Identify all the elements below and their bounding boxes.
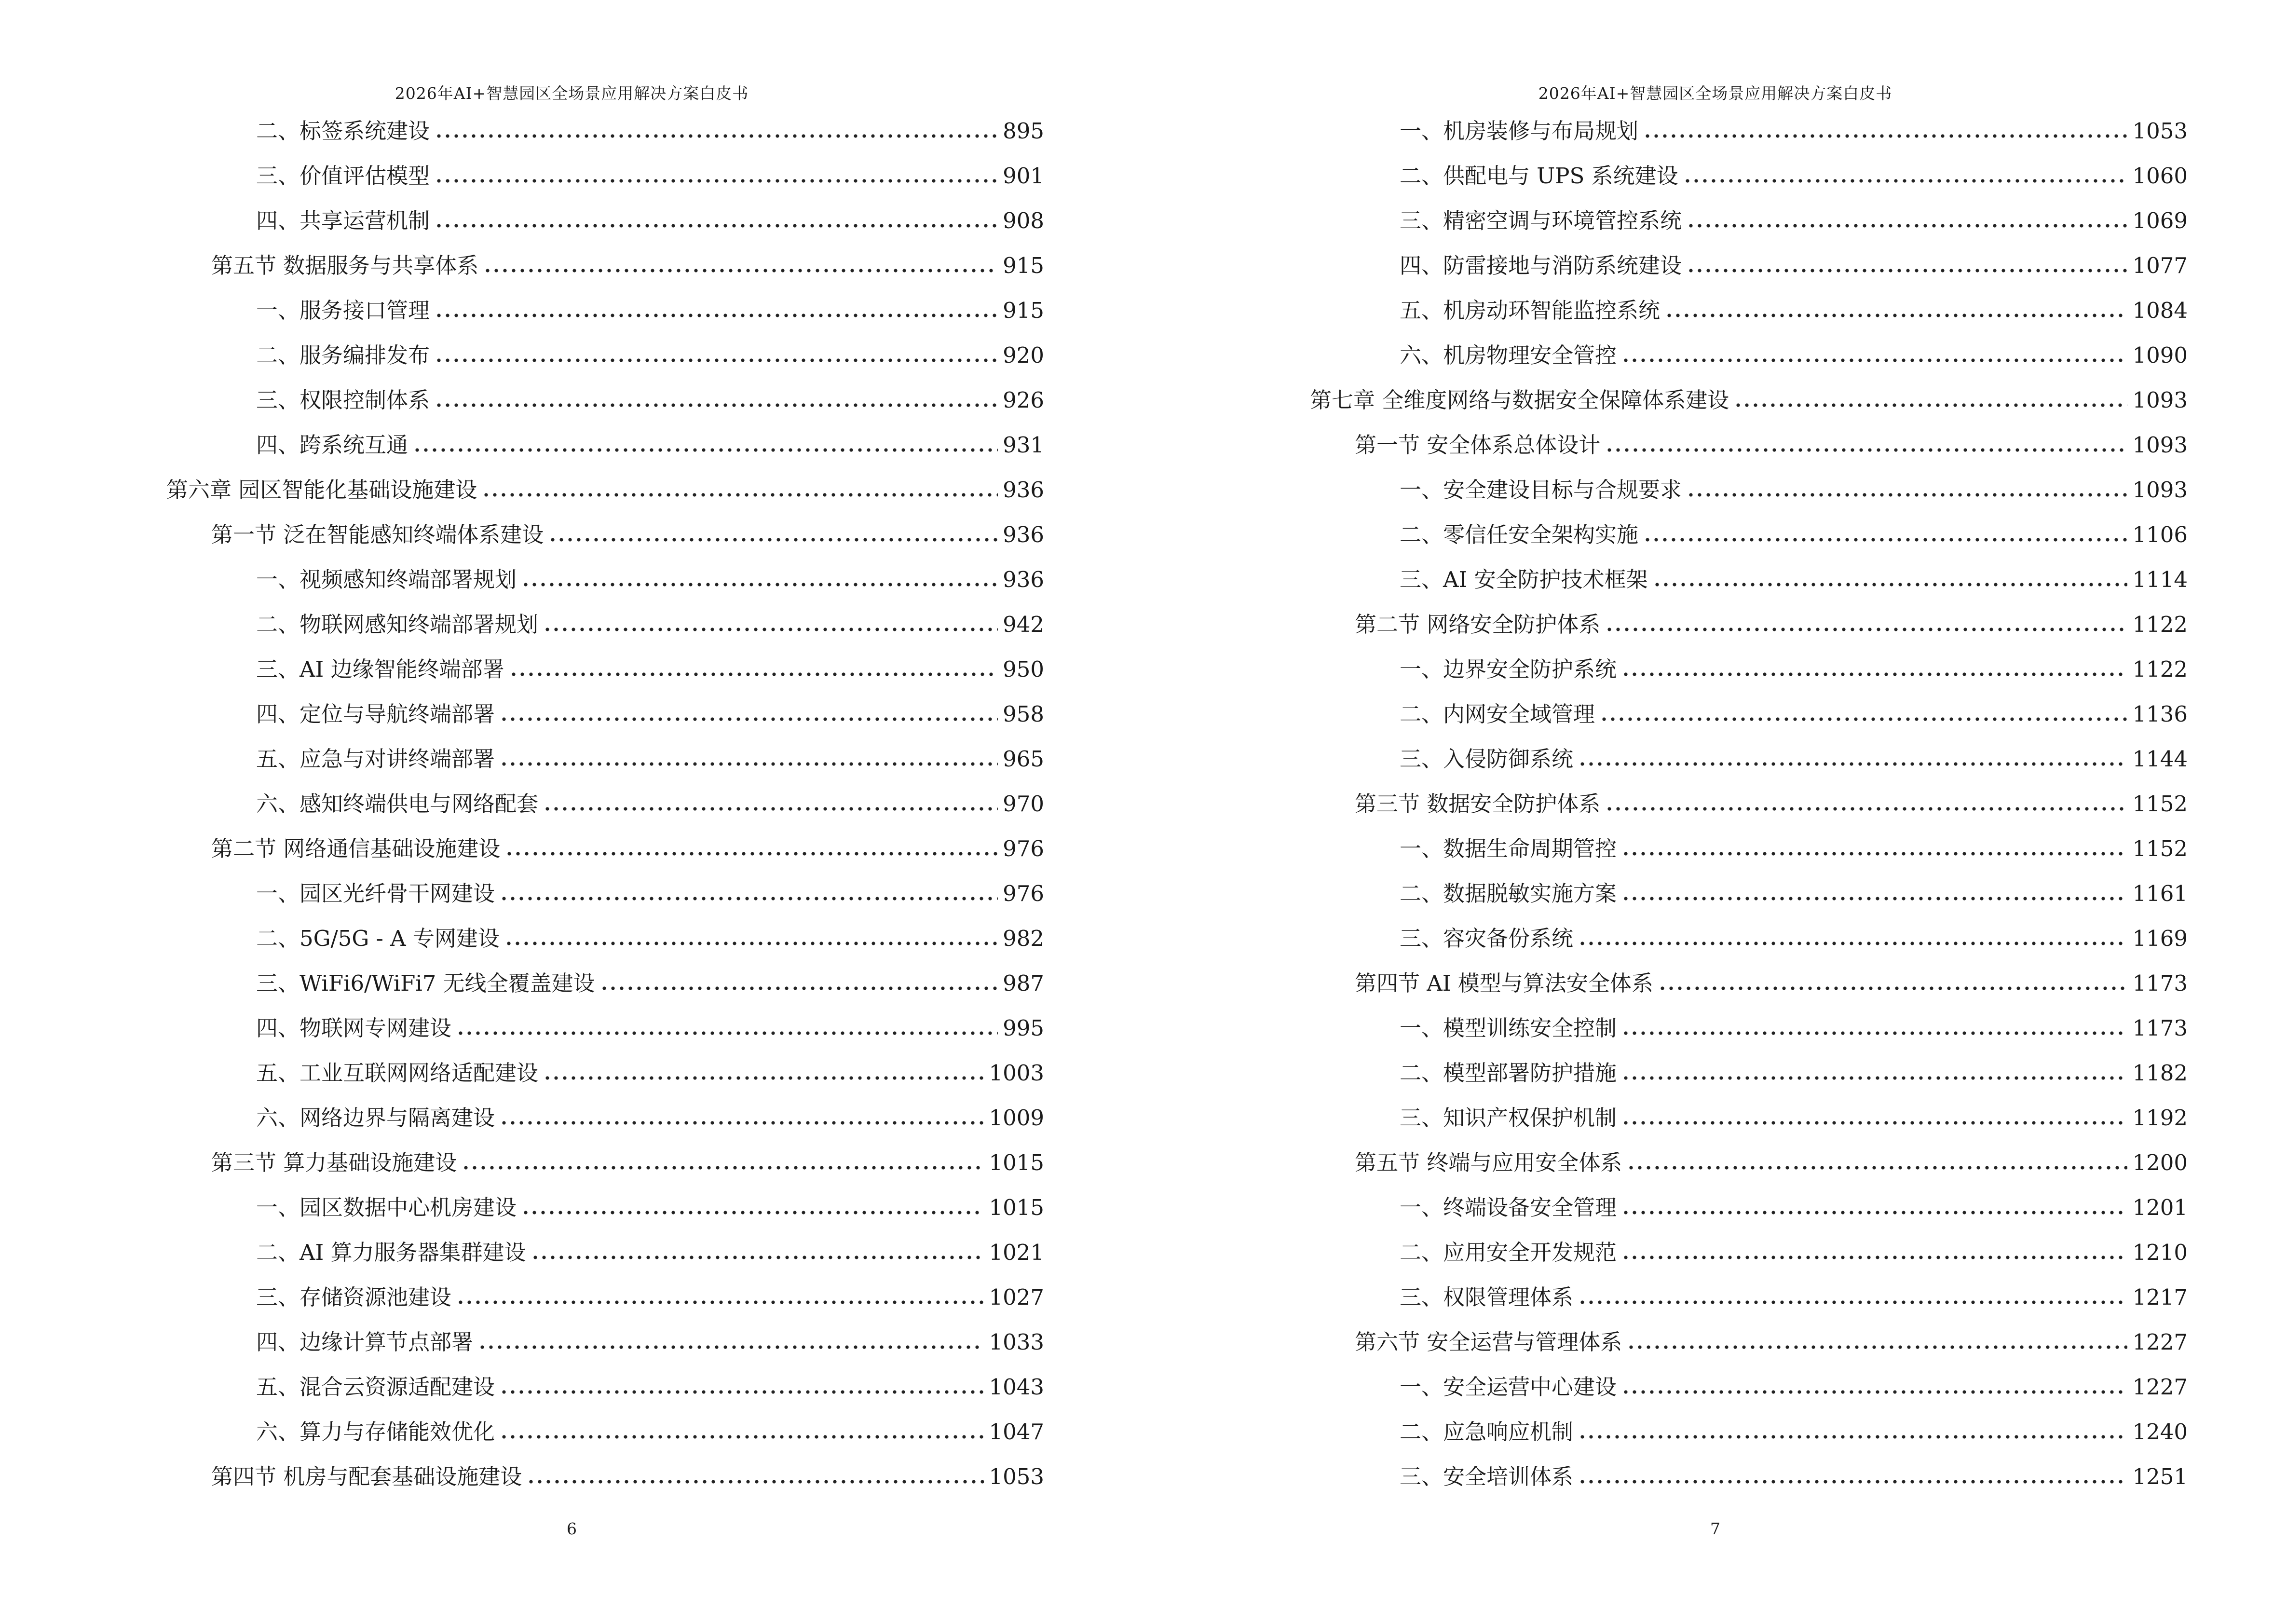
toc-entry[interactable] bbox=[1400, 1418, 2188, 1447]
toc-entry-page: 915 bbox=[1003, 298, 1044, 323]
toc-entry-title: 第三节 数据安全防护体系 bbox=[1355, 791, 1601, 817]
toc-entry-page: 895 bbox=[1003, 118, 1044, 144]
toc-entry-page: 1077 bbox=[2132, 253, 2188, 278]
toc-entry-title: 三、权限管理体系 bbox=[1400, 1284, 1574, 1310]
toc-entry-title: 第一节 泛在智能感知终端体系建设 bbox=[211, 522, 544, 547]
toc-entry[interactable] bbox=[1400, 1373, 2188, 1402]
toc-entry-page: 936 bbox=[1003, 522, 1044, 547]
page-number: 6 bbox=[567, 1519, 577, 1538]
toc-entry-page: 1084 bbox=[2132, 298, 2188, 323]
dot-leader bbox=[435, 403, 998, 408]
toc-entry-page: 1173 bbox=[2132, 1015, 2188, 1041]
toc-entry-page: 982 bbox=[1003, 926, 1044, 951]
toc-entry-title: 第五节 终端与应用安全体系 bbox=[1355, 1150, 1622, 1175]
toc-entry[interactable] bbox=[211, 834, 1044, 863]
toc-entry[interactable] bbox=[256, 610, 1044, 639]
toc-entry-page: 1144 bbox=[2132, 746, 2188, 772]
dot-leader bbox=[435, 134, 998, 138]
toc-entry[interactable] bbox=[256, 700, 1044, 729]
toc-entry[interactable] bbox=[211, 251, 1044, 280]
toc-entry[interactable] bbox=[211, 1148, 1044, 1177]
dot-leader bbox=[1621, 1120, 2127, 1125]
toc-entry-title: 第四节 AI 模型与算法安全体系 bbox=[1355, 970, 1653, 996]
toc-entry[interactable] bbox=[256, 924, 1044, 953]
toc-entry[interactable] bbox=[1400, 1238, 2188, 1267]
toc-entry-page: 926 bbox=[1003, 387, 1044, 413]
toc-entry-title: 一、园区数据中心机房建设 bbox=[256, 1195, 517, 1220]
toc-entry[interactable] bbox=[256, 1328, 1044, 1357]
toc-entry[interactable] bbox=[1400, 834, 2188, 863]
dot-leader bbox=[482, 492, 998, 497]
toc-entry[interactable] bbox=[1400, 700, 2188, 729]
dot-leader bbox=[1687, 492, 2127, 497]
dot-leader bbox=[531, 1255, 984, 1260]
toc-entry-title: 三、WiFi6/WiFi7 无线全覆盖建设 bbox=[256, 970, 595, 996]
toc-entry[interactable] bbox=[211, 520, 1044, 549]
toc-entry-page: 1240 bbox=[2132, 1419, 2188, 1445]
toc-entry-page: 1227 bbox=[2132, 1374, 2188, 1400]
dot-leader bbox=[435, 313, 998, 318]
toc-entry[interactable] bbox=[256, 1418, 1044, 1447]
toc-entry-page: 1043 bbox=[989, 1374, 1044, 1400]
dot-leader bbox=[456, 1031, 998, 1036]
toc-entry-page: 1033 bbox=[989, 1329, 1044, 1355]
dot-leader bbox=[521, 582, 998, 587]
toc-entry-title: 二、服务编排发布 bbox=[256, 342, 430, 368]
toc-entry-page: 1069 bbox=[2132, 208, 2188, 233]
dot-leader bbox=[1605, 448, 2127, 452]
page-right bbox=[1144, 0, 2287, 1624]
toc-entry-title: 四、物联网专网建设 bbox=[256, 1015, 452, 1041]
dot-leader bbox=[1621, 1255, 2127, 1260]
toc-entry[interactable] bbox=[1400, 1193, 2188, 1222]
running-header: 2026年AI+智慧园区全场景应用解决方案白皮书 bbox=[1538, 84, 1892, 103]
dot-leader bbox=[435, 358, 998, 363]
toc-entry[interactable] bbox=[1400, 162, 2188, 191]
dot-leader bbox=[1621, 851, 2127, 856]
toc-entry-title: 第一节 安全体系总体设计 bbox=[1355, 432, 1601, 458]
dot-leader bbox=[1578, 1479, 2127, 1484]
toc-entry-page: 1227 bbox=[2132, 1329, 2188, 1355]
dot-leader bbox=[1643, 537, 2127, 542]
toc-entry-title: 六、机房物理安全管控 bbox=[1400, 342, 1617, 368]
toc-entry-title: 第七章 全维度网络与数据安全保障体系建设 bbox=[1310, 387, 1729, 413]
dot-leader bbox=[1621, 358, 2127, 363]
dot-leader bbox=[1578, 1300, 2127, 1305]
toc-entry-title: 二、零信任安全架构实施 bbox=[1400, 522, 1639, 547]
toc-entry-title: 三、AI 安全防护技术框架 bbox=[1400, 567, 1648, 592]
toc-entry-page: 920 bbox=[1003, 342, 1044, 368]
dot-leader bbox=[543, 806, 998, 811]
dot-leader bbox=[505, 851, 998, 856]
dot-leader bbox=[1665, 313, 2127, 318]
toc-entry-title: 第三节 算力基础设施建设 bbox=[211, 1150, 457, 1175]
toc-entry-title: 第六章 园区智能化基础设施建设 bbox=[166, 477, 477, 503]
toc-entry-page: 936 bbox=[1003, 477, 1044, 503]
toc-entry-title: 四、跨系统互通 bbox=[256, 432, 408, 458]
toc-entry[interactable] bbox=[1400, 476, 2188, 505]
dot-leader bbox=[509, 672, 998, 677]
toc-entry-title: 六、网络边界与隔离建设 bbox=[256, 1105, 495, 1131]
toc-entry-title: 一、安全建设目标与合规要求 bbox=[1400, 477, 1682, 503]
toc-entry[interactable] bbox=[256, 1373, 1044, 1402]
toc-entry-page: 1021 bbox=[989, 1240, 1044, 1265]
dot-leader bbox=[462, 1165, 984, 1170]
dot-leader bbox=[600, 986, 998, 991]
toc-entry[interactable] bbox=[256, 1283, 1044, 1312]
toc-entry[interactable] bbox=[1400, 655, 2188, 684]
toc-entry-title: 五、混合云资源适配建设 bbox=[256, 1374, 495, 1400]
toc-entry-title: 二、供配电与 UPS 系统建设 bbox=[1400, 163, 1678, 189]
dot-leader bbox=[478, 1345, 984, 1350]
toc-entry[interactable] bbox=[1310, 386, 2188, 415]
toc-entry[interactable] bbox=[1400, 520, 2188, 549]
dot-leader bbox=[543, 1076, 984, 1080]
toc-entry[interactable] bbox=[256, 206, 1044, 235]
toc-entry-page: 1015 bbox=[989, 1195, 1044, 1220]
toc-entry-page: 1015 bbox=[989, 1150, 1044, 1175]
dot-leader bbox=[413, 448, 998, 452]
toc-entry-page: 1200 bbox=[2132, 1150, 2188, 1175]
toc-entry-title: 四、定位与导航终端部署 bbox=[256, 701, 495, 727]
toc-entry-page: 958 bbox=[1003, 701, 1044, 727]
dot-leader bbox=[1627, 1165, 2127, 1170]
toc-entry[interactable] bbox=[256, 879, 1044, 908]
dot-leader bbox=[504, 941, 998, 946]
toc-entry[interactable] bbox=[1400, 1462, 2188, 1491]
toc-entry-title: 六、感知终端供电与网络配套 bbox=[256, 791, 539, 817]
toc-entry-title: 二、模型部署防护措施 bbox=[1400, 1060, 1617, 1086]
toc-entry[interactable] bbox=[1355, 1148, 2188, 1177]
toc-entry-title: 二、5G/5G - A 专网建设 bbox=[256, 926, 500, 951]
page-number: 7 bbox=[1710, 1519, 1720, 1538]
toc-entry-title: 三、知识产权保护机制 bbox=[1400, 1105, 1617, 1131]
toc-entry-title: 六、算力与存储能效优化 bbox=[256, 1419, 495, 1445]
dot-leader bbox=[435, 178, 998, 183]
toc-entry[interactable] bbox=[1400, 296, 2188, 325]
toc-entry-title: 一、边界安全防护系统 bbox=[1400, 656, 1617, 682]
dot-leader bbox=[1683, 178, 2128, 183]
dot-leader bbox=[1627, 1345, 2127, 1350]
toc-entry-page: 1182 bbox=[2132, 1060, 2188, 1086]
toc-entry-title: 一、数据生命周期管控 bbox=[1400, 836, 1617, 861]
dot-leader bbox=[483, 268, 998, 273]
dot-leader bbox=[1687, 223, 2127, 228]
toc-entry-page: 1027 bbox=[989, 1284, 1044, 1310]
toc-entry[interactable] bbox=[1400, 1059, 2188, 1088]
toc-entry-title: 一、服务接口管理 bbox=[256, 298, 430, 323]
toc-entry[interactable] bbox=[1355, 969, 2188, 998]
toc-entry-page: 1210 bbox=[2132, 1240, 2188, 1265]
dot-leader bbox=[500, 762, 998, 766]
toc-entry-page: 1152 bbox=[2132, 836, 2188, 861]
toc-entry-page: 1169 bbox=[2132, 926, 2188, 951]
toc-entry[interactable] bbox=[1400, 341, 2188, 370]
toc-entry[interactable] bbox=[256, 1193, 1044, 1222]
toc-entry-page: 970 bbox=[1003, 791, 1044, 817]
toc-entry-page: 1122 bbox=[2132, 612, 2188, 637]
toc-entry[interactable] bbox=[1400, 879, 2188, 908]
dot-leader bbox=[456, 1300, 984, 1305]
toc-entry-page: 1251 bbox=[2132, 1464, 2188, 1489]
dot-leader bbox=[1734, 403, 2127, 408]
toc-entry-title: 四、共享运营机制 bbox=[256, 208, 430, 233]
dot-leader bbox=[1687, 268, 2127, 273]
toc-entry-page: 976 bbox=[1003, 881, 1044, 906]
toc-entry-page: 965 bbox=[1003, 746, 1044, 772]
toc-entry-page: 1009 bbox=[989, 1105, 1044, 1131]
toc-entry-page: 995 bbox=[1003, 1015, 1044, 1041]
dot-leader bbox=[1621, 1210, 2127, 1215]
toc-entry[interactable] bbox=[1355, 1328, 2188, 1357]
toc-entry[interactable] bbox=[1400, 251, 2188, 280]
dot-leader bbox=[500, 717, 998, 722]
toc-entry-title: 三、存储资源池建设 bbox=[256, 1284, 452, 1310]
dot-leader bbox=[1621, 896, 2127, 901]
toc-entry[interactable] bbox=[1400, 1283, 2188, 1312]
dot-leader bbox=[521, 1210, 984, 1215]
dot-leader bbox=[527, 1479, 984, 1484]
dot-leader bbox=[500, 1390, 984, 1394]
toc-entry-title: 二、物联网感知终端部署规划 bbox=[256, 612, 539, 637]
toc-entry-title: 三、精密空调与环境管控系统 bbox=[1400, 208, 1682, 233]
toc-entry-page: 987 bbox=[1003, 970, 1044, 996]
toc-entry[interactable] bbox=[1400, 206, 2188, 235]
toc-entry-page: 1217 bbox=[2132, 1284, 2188, 1310]
toc-entry[interactable] bbox=[1400, 745, 2188, 774]
toc-entry-page: 1053 bbox=[2132, 118, 2188, 144]
toc-entry-page: 1053 bbox=[989, 1464, 1044, 1489]
toc-entry-page: 908 bbox=[1003, 208, 1044, 233]
toc-entry-page: 1093 bbox=[2132, 387, 2188, 413]
dot-leader bbox=[1600, 717, 2127, 722]
dot-leader bbox=[500, 1120, 984, 1125]
toc-entry-page: 1122 bbox=[2132, 656, 2188, 682]
dot-leader bbox=[1605, 627, 2127, 632]
toc-entry-page: 942 bbox=[1003, 612, 1044, 637]
toc-entry[interactable] bbox=[256, 1059, 1044, 1088]
toc-entry[interactable] bbox=[256, 1014, 1044, 1043]
dot-leader bbox=[1643, 134, 2127, 138]
toc-entry-page: 1161 bbox=[2132, 881, 2188, 906]
toc-entry-title: 第二节 网络通信基础设施建设 bbox=[211, 836, 501, 861]
toc-entry[interactable] bbox=[256, 341, 1044, 370]
toc-entry[interactable] bbox=[256, 790, 1044, 819]
toc-entry-page: 1047 bbox=[989, 1419, 1044, 1445]
toc-entry-page: 1090 bbox=[2132, 342, 2188, 368]
toc-entry-title: 第五节 数据服务与共享体系 bbox=[211, 253, 479, 278]
dot-leader bbox=[1621, 1076, 2127, 1080]
toc-entry-page: 901 bbox=[1003, 163, 1044, 189]
toc-entry-title: 第二节 网络安全防护体系 bbox=[1355, 612, 1601, 637]
toc-entry-title: 二、内网安全域管理 bbox=[1400, 701, 1595, 727]
toc-entry[interactable] bbox=[1400, 1104, 2188, 1133]
toc-entry[interactable] bbox=[166, 476, 1044, 505]
toc-entry-page: 1003 bbox=[989, 1060, 1044, 1086]
toc-entry[interactable] bbox=[256, 655, 1044, 684]
toc-entry[interactable] bbox=[256, 969, 1044, 998]
toc-entry-page: 931 bbox=[1003, 432, 1044, 458]
toc-entry-page: 1060 bbox=[2132, 163, 2188, 189]
toc-entry-page: 1093 bbox=[2132, 432, 2188, 458]
dot-leader bbox=[1658, 986, 2128, 991]
toc-entry-title: 二、应急响应机制 bbox=[1400, 1419, 1574, 1445]
toc-entry-title: 二、标签系统建设 bbox=[256, 118, 430, 144]
toc-entry[interactable] bbox=[256, 745, 1044, 774]
toc-entry-page: 1201 bbox=[2132, 1195, 2188, 1220]
toc-entry[interactable] bbox=[1355, 790, 2188, 819]
dot-leader bbox=[1621, 1031, 2127, 1036]
toc-entry-title: 三、权限控制体系 bbox=[256, 387, 430, 413]
toc-entry-title: 一、园区光纤骨干网建设 bbox=[256, 881, 495, 906]
toc-entry-page: 936 bbox=[1003, 567, 1044, 592]
toc-entry[interactable] bbox=[256, 117, 1044, 146]
toc-entry-title: 一、终端设备安全管理 bbox=[1400, 1195, 1617, 1220]
dot-leader bbox=[1578, 1434, 2127, 1439]
dot-leader bbox=[1621, 1390, 2127, 1394]
toc-entry-page: 950 bbox=[1003, 656, 1044, 682]
toc-entry[interactable] bbox=[1400, 117, 2188, 146]
toc-entry[interactable] bbox=[1355, 431, 2188, 460]
toc-entry-title: 第六节 安全运营与管理体系 bbox=[1355, 1329, 1622, 1355]
toc-entry[interactable] bbox=[1355, 610, 2188, 639]
toc-entry-title: 三、安全培训体系 bbox=[1400, 1464, 1574, 1489]
toc-entry[interactable] bbox=[1400, 1014, 2188, 1043]
toc-entry-title: 四、防雷接地与消防系统建设 bbox=[1400, 253, 1682, 278]
toc-entry-title: 二、数据脱敏实施方案 bbox=[1400, 881, 1617, 906]
dot-leader bbox=[548, 537, 998, 542]
toc-entry-title: 三、AI 边缘智能终端部署 bbox=[256, 656, 504, 682]
dot-leader bbox=[1578, 762, 2127, 766]
dot-leader bbox=[500, 1434, 984, 1439]
toc-entry[interactable] bbox=[256, 431, 1044, 460]
toc-entry-title: 一、安全运营中心建设 bbox=[1400, 1374, 1617, 1400]
toc-entry-title: 三、价值评估模型 bbox=[256, 163, 430, 189]
toc-entry-page: 1114 bbox=[2132, 567, 2188, 592]
toc-entry[interactable] bbox=[256, 565, 1044, 594]
dot-leader bbox=[435, 223, 998, 228]
dot-leader bbox=[1621, 672, 2127, 677]
dot-leader bbox=[543, 627, 998, 632]
toc-entry-page: 915 bbox=[1003, 253, 1044, 278]
toc-entry-title: 三、容灾备份系统 bbox=[1400, 926, 1574, 951]
toc-entry-title: 五、工业互联网网络适配建设 bbox=[256, 1060, 539, 1086]
toc-entry-title: 第四节 机房与配套基础设施建设 bbox=[211, 1464, 522, 1489]
dot-leader bbox=[1578, 941, 2127, 946]
toc-entry[interactable] bbox=[1400, 565, 2188, 594]
toc-entry-page: 1106 bbox=[2132, 522, 2188, 547]
toc-entry-page: 1152 bbox=[2132, 791, 2188, 817]
toc-entry-title: 一、机房装修与布局规划 bbox=[1400, 118, 1639, 144]
toc-entry[interactable] bbox=[256, 162, 1044, 191]
toc-entry-title: 一、视频感知终端部署规划 bbox=[256, 567, 517, 592]
toc-entry-page: 1136 bbox=[2132, 701, 2188, 727]
dot-leader bbox=[1653, 582, 2128, 587]
running-header: 2026年AI+智慧园区全场景应用解决方案白皮书 bbox=[395, 84, 749, 103]
toc-entry-title: 五、机房动环智能监控系统 bbox=[1400, 298, 1661, 323]
toc-entry[interactable] bbox=[256, 1238, 1044, 1267]
toc-entry[interactable] bbox=[1400, 924, 2188, 953]
toc-entry[interactable] bbox=[256, 386, 1044, 415]
dot-leader bbox=[500, 896, 998, 901]
toc-entry-page: 1192 bbox=[2132, 1105, 2188, 1131]
toc-entry-page: 976 bbox=[1003, 836, 1044, 861]
toc-entry-page: 1173 bbox=[2132, 970, 2188, 996]
dot-leader bbox=[1605, 806, 2127, 811]
toc-entry-title: 五、应急与对讲终端部署 bbox=[256, 746, 495, 772]
toc-entry-title: 三、入侵防御系统 bbox=[1400, 746, 1574, 772]
toc-entry-title: 二、应用安全开发规范 bbox=[1400, 1240, 1617, 1265]
toc-entry-page: 1093 bbox=[2132, 477, 2188, 503]
toc-entry[interactable] bbox=[211, 1462, 1044, 1491]
toc-entry[interactable] bbox=[256, 1104, 1044, 1133]
toc-entry-title: 二、AI 算力服务器集群建设 bbox=[256, 1240, 526, 1265]
toc-entry-title: 一、模型训练安全控制 bbox=[1400, 1015, 1617, 1041]
toc-entry[interactable] bbox=[256, 296, 1044, 325]
toc-entry-title: 四、边缘计算节点部署 bbox=[256, 1329, 474, 1355]
